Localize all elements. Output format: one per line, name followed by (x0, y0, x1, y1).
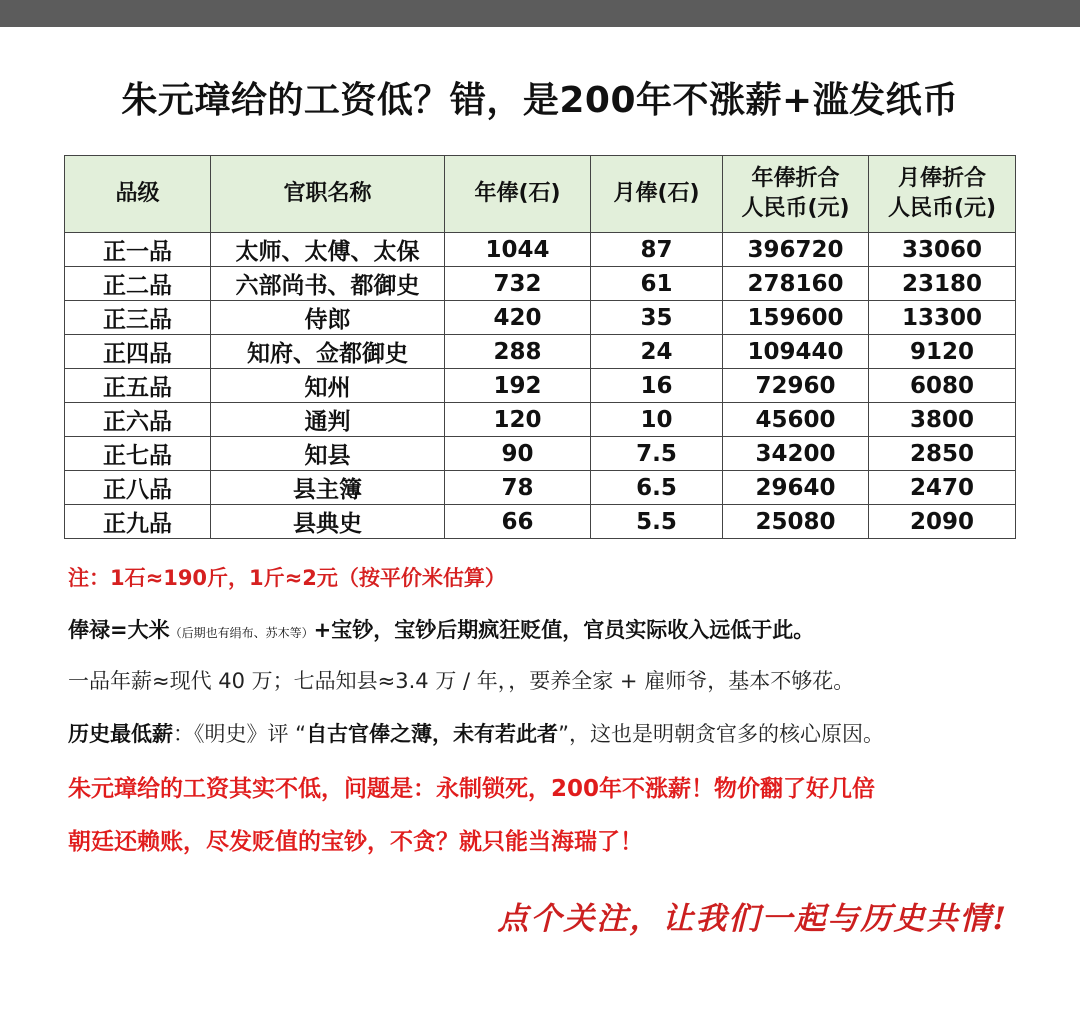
header-cell: 年俸折合 人民币(元) (723, 156, 869, 233)
table-cell: 侍郎 (211, 301, 445, 335)
table-row (65, 505, 1016, 539)
header-cell: 年俸(石) (445, 156, 591, 233)
table-cell: 6.5 (591, 471, 723, 505)
salary-table (64, 155, 1016, 539)
table-cell: 9120 (869, 335, 1016, 369)
header-cell: 月俸折合 人民币(元) (869, 156, 1016, 233)
header-cell: 月俸(石) (591, 156, 723, 233)
header-cell: 官职名称 (211, 156, 445, 233)
table-cell: 732 (445, 267, 591, 301)
note-main: 俸禄=大米 (68, 618, 170, 642)
table-cell: 5.5 (591, 505, 723, 539)
table-cell: 90 (445, 437, 591, 471)
table-cell: 45600 (723, 403, 869, 437)
table-cell: 23180 (869, 267, 1016, 301)
history-note (68, 718, 884, 748)
table-cell: 正九品 (65, 505, 211, 539)
table-row (65, 335, 1016, 369)
conclusion-line-2: 朝廷还赖账，尽发贬值的宝钞，不贪？就只能当海瑞了！ (68, 829, 643, 855)
table-cell: 2090 (869, 505, 1016, 539)
table-cell: 太师、太傅、太保 (211, 233, 445, 267)
table-cell: 78 (445, 471, 591, 505)
table-cell: 87 (591, 233, 723, 267)
table-cell: 159600 (723, 301, 869, 335)
table-row (65, 233, 1016, 267)
table-row (65, 369, 1016, 403)
table-cell: 县典史 (211, 505, 445, 539)
history-end: ”，这也是明朝贪官多的核心原因。 (558, 722, 884, 746)
header-cell: 品级 (65, 156, 211, 233)
table-cell: 33060 (869, 233, 1016, 267)
table-cell: 正三品 (65, 301, 211, 335)
table-row (65, 471, 1016, 505)
table-cell: 24 (591, 335, 723, 369)
table-row (65, 301, 1016, 335)
top-bar (0, 0, 1080, 27)
table-cell: 知府、佥都御史 (211, 335, 445, 369)
history-mid: ：《明史》评 “ (173, 722, 307, 746)
table-cell: 正二品 (65, 267, 211, 301)
salary-composition-note (68, 614, 814, 644)
table-cell: 县主簿 (211, 471, 445, 505)
table-cell: 288 (445, 335, 591, 369)
table-cell: 34200 (723, 437, 869, 471)
conclusion-line-1: 朱元璋给的工资其实不低，问题是：永制锁死，200年不涨薪！物价翻了好几倍 (68, 776, 876, 802)
table-cell: 通判 (211, 403, 445, 437)
table-cell: 420 (445, 301, 591, 335)
table-cell: 正四品 (65, 335, 211, 369)
table-row (65, 403, 1016, 437)
table-cell: 正五品 (65, 369, 211, 403)
table-cell: 正七品 (65, 437, 211, 471)
note-rest: +宝钞，宝钞后期疯狂贬值，官员实际收入远低于此。 (313, 618, 815, 642)
table-cell: 1044 (445, 233, 591, 267)
table-cell: 6080 (869, 369, 1016, 403)
table-cell: 13300 (869, 301, 1016, 335)
table-cell: 10 (591, 403, 723, 437)
table-cell: 72960 (723, 369, 869, 403)
table-cell: 2470 (869, 471, 1016, 505)
table-cell: 25080 (723, 505, 869, 539)
note-small: （后期也有绢布、苏木等） (169, 626, 314, 640)
comparison-note: 一品年薪≈现代 40 万；七品知县≈3.4 万 / 年，，要养全家 + 雇师爷，基本不够花。 (68, 669, 855, 693)
table-cell: 396720 (723, 233, 869, 267)
table-cell: 知县 (211, 437, 445, 471)
table-cell: 正一品 (65, 233, 211, 267)
table-cell: 六部尚书、都御史 (211, 267, 445, 301)
table-cell: 35 (591, 301, 723, 335)
table-row (65, 437, 1016, 471)
history-label: 历史最低薪 (68, 722, 173, 746)
table-row (65, 267, 1016, 301)
table-cell: 66 (445, 505, 591, 539)
table-cell: 16 (591, 369, 723, 403)
table-cell: 120 (445, 403, 591, 437)
table-cell: 知州 (211, 369, 445, 403)
table-cell: 正六品 (65, 403, 211, 437)
conversion-note: 注：1石≈190斤，1斤≈2元（按平价米估算） (68, 566, 506, 590)
table-cell: 29640 (723, 471, 869, 505)
table-header-row (65, 156, 1016, 233)
page-title: 朱元璋给的工资低？错，是200年不涨薪+滥发纸币 (121, 80, 959, 121)
table-cell: 7.5 (591, 437, 723, 471)
table-cell: 109440 (723, 335, 869, 369)
table-cell: 2850 (869, 437, 1016, 471)
table-cell: 192 (445, 369, 591, 403)
follow-slogan: 点个关注，让我们一起与历史共情! (497, 901, 1008, 937)
table-cell: 61 (591, 267, 723, 301)
table-cell: 正八品 (65, 471, 211, 505)
table-cell: 278160 (723, 267, 869, 301)
history-quote: 自古官俸之薄，未有若此者 (306, 722, 559, 746)
table-cell: 3800 (869, 403, 1016, 437)
